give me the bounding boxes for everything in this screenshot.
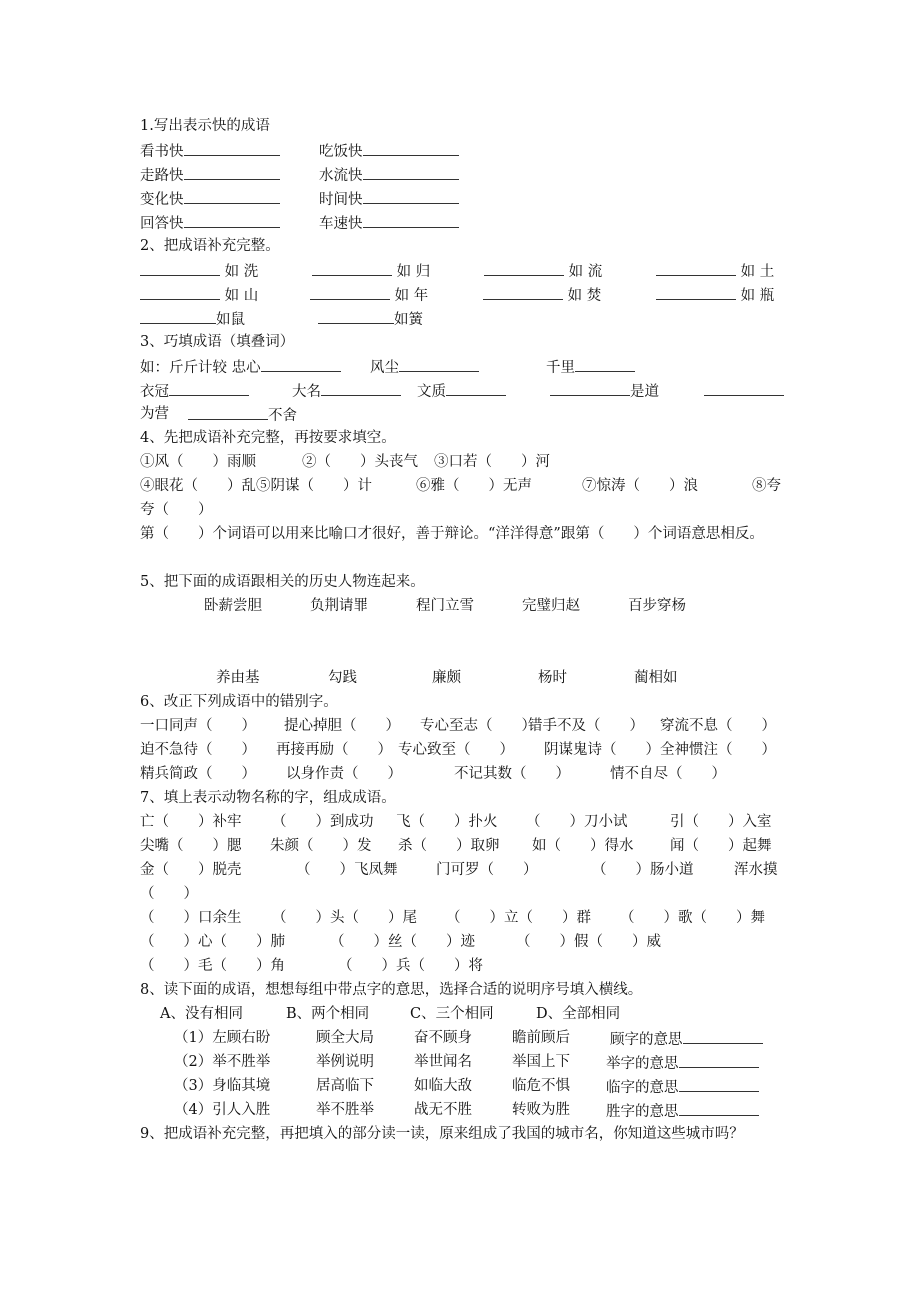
q1-row — [140, 162, 788, 186]
answer-blank[interactable] — [188, 402, 268, 420]
q7-row — [140, 930, 788, 954]
q2-item-label: 如 山 — [224, 288, 259, 304]
q2-item-label: 如 洗 — [224, 264, 259, 280]
q8-options — [140, 1002, 788, 1026]
q8-idiom: 瞻前顾后 — [512, 1030, 570, 1046]
q6-title: 6、改正下列成语中的错别字。 — [140, 694, 338, 710]
answer-blank[interactable] — [679, 1050, 759, 1068]
q5-people-row — [140, 666, 788, 690]
q7-item: （ ）刀小试 — [526, 814, 628, 830]
q8-group — [140, 1074, 788, 1098]
q1-row — [140, 186, 788, 210]
q4-item: ⑧夸 — [752, 478, 781, 494]
q7-item: （ ）歌（ ）舞 — [620, 910, 765, 926]
q4-item: ③口若（ ）河 — [434, 454, 550, 470]
q7-item: 门可罗（ ） — [436, 862, 538, 878]
q7-item: 如（ ）得水 — [532, 838, 634, 854]
q6-item: 以身作责（ ） — [286, 766, 402, 782]
q6-item: 提心掉胆（ ） — [284, 718, 400, 734]
q9-title: 9、把成语补充完整，再把填入的部分读一读，原来组成了我国的城市名，你知道这些城市吗？ — [140, 1126, 744, 1142]
q3-row — [140, 354, 788, 378]
answer-blank[interactable] — [184, 138, 280, 156]
q3-item-label: 忠心 — [231, 360, 261, 376]
q3-row — [140, 402, 788, 426]
q7-row: （ ） — [140, 886, 198, 902]
q3-item-label: 是道 — [630, 384, 659, 400]
q8-group-number: （1） — [174, 1030, 213, 1046]
q5-idiom[interactable]: 负荆请罪 — [310, 598, 368, 614]
q2-item-label: 如 年 — [394, 288, 429, 304]
answer-blank[interactable] — [575, 354, 635, 372]
q8-idiom: 顾全大局 — [316, 1030, 374, 1046]
q8-idiom: 举不胜举 — [316, 1102, 374, 1118]
q2-item-label: 如 焚 — [567, 288, 602, 304]
q6-item: 一口同声（ ） — [140, 718, 256, 734]
q8-group-number: （3） — [174, 1078, 213, 1094]
q8-idiom: 居高临下 — [316, 1078, 374, 1094]
q3-example: 如：斤斤计较 — [140, 360, 227, 376]
q6-item: 精兵简政（ ） — [140, 766, 256, 782]
q7-item: （ ）假（ ）威 — [516, 934, 661, 950]
q6-item: 全神惯注（ ） — [660, 742, 776, 758]
q8-idiom: 引人入胜 — [212, 1102, 271, 1118]
q1-item-label: 时间快 — [319, 192, 363, 208]
q1-item-label: 变化快 — [140, 192, 184, 208]
q8-option: C、三个相同 — [410, 1006, 494, 1022]
q4-question: 第（ ）个词语可以用来比喻口才很好，善于辩论。“洋洋得意”跟第（ ）个词语意思相反。 — [140, 526, 764, 542]
q7-item: 浑水摸 — [734, 862, 778, 878]
q8-group-number: （4） — [174, 1102, 213, 1118]
answer-blank[interactable] — [184, 186, 280, 204]
q1-row — [140, 138, 788, 162]
q8-idiom: 战无不胜 — [414, 1102, 472, 1118]
q7-item: （ ）头（ ）尾 — [272, 910, 417, 926]
q4-item: ②（ ）头丧气 — [302, 454, 418, 470]
q4-item: ⑦惊涛（ ）浪 — [582, 478, 698, 494]
q7-item: 朱颜（ ）发 — [270, 838, 372, 854]
q7-item: （ ）兵（ ）将 — [338, 958, 483, 974]
q2-title: 2、把成语补充完整。 — [140, 238, 280, 254]
q6-row — [140, 714, 788, 738]
q1-title: 1.写出表示快的成语 — [140, 118, 270, 134]
q8-idiom: 转败为胜 — [512, 1102, 570, 1118]
q7-row — [140, 810, 788, 834]
q4-item: ⑥雅（ ）无声 — [416, 478, 532, 494]
worksheet-page — [140, 114, 788, 1170]
answer-blank[interactable] — [184, 162, 280, 180]
answer-blank[interactable] — [321, 378, 401, 396]
q8-idiom: 如临大敌 — [414, 1078, 472, 1094]
q8-group-number: （2） — [174, 1054, 213, 1070]
q5-idiom[interactable]: 百步穿杨 — [628, 598, 686, 614]
q7-item: 尖嘴（ ）腮 — [140, 838, 242, 854]
answer-blank[interactable] — [550, 378, 630, 396]
q6-item: 情不自尽（ ） — [610, 766, 726, 782]
answer-blank[interactable] — [683, 1026, 763, 1044]
q1-row — [140, 210, 788, 234]
q8-prompt: 举字的意思 — [606, 1056, 679, 1072]
q3-item-label: 不舍 — [268, 408, 297, 424]
q7-item: 闻（ ）起舞 — [670, 838, 772, 854]
q1-item-label: 走路快 — [140, 168, 184, 184]
q8-prompt: 胜字的意思 — [606, 1104, 679, 1120]
answer-blank[interactable] — [656, 258, 736, 276]
q4-row — [140, 450, 788, 474]
q8-prompt: 顾字的意思 — [610, 1032, 683, 1048]
q8-group — [140, 1026, 788, 1050]
q7-item: 金（ ）脱壳 — [140, 862, 242, 878]
q1-item-label: 车速快 — [319, 216, 363, 232]
q8-idiom: 奋不顾身 — [414, 1030, 472, 1046]
answer-blank[interactable] — [484, 258, 564, 276]
answer-blank[interactable] — [446, 378, 506, 396]
answer-blank[interactable] — [656, 282, 736, 300]
q1-item-label: 水流快 — [319, 168, 363, 184]
q8-idiom: 左顾右盼 — [212, 1030, 271, 1046]
q2-row — [140, 282, 788, 306]
q7-item: （ ）到成功 — [272, 814, 374, 830]
q5-person[interactable]: 蔺相如 — [634, 670, 678, 686]
q4-item: ④眼花（ ）乱⑤阴谋（ ）计 — [140, 478, 372, 494]
q7-item: 引（ ）入室 — [670, 814, 772, 830]
answer-blank[interactable] — [140, 306, 216, 324]
q5-title: 5、把下面的成语跟相关的历史人物连起来。 — [140, 574, 425, 590]
q8-group — [140, 1050, 788, 1074]
q6-item: 再接再励（ ） — [276, 742, 392, 758]
q7-item: 亡（ ）补牢 — [140, 814, 242, 830]
q4-row — [140, 474, 788, 498]
q6-row — [140, 738, 788, 762]
q7-item: （ ）飞凤舞 — [296, 862, 398, 878]
q2-item-label: 如簧 — [394, 312, 423, 328]
q3-item-label: 风尘 — [370, 360, 399, 376]
q6-item: 专心致至（ ） — [398, 742, 514, 758]
q5-idioms-row — [140, 594, 788, 618]
q7-row — [140, 954, 788, 978]
q7-row — [140, 858, 788, 882]
answer-blank[interactable] — [140, 282, 220, 300]
q8-option: A、没有相同 — [160, 1006, 243, 1022]
answer-blank[interactable] — [318, 306, 394, 324]
q8-idiom: 身临其境 — [212, 1078, 271, 1094]
answer-blank[interactable] — [363, 186, 459, 204]
answer-blank[interactable] — [704, 378, 784, 396]
answer-blank[interactable] — [363, 138, 459, 156]
answer-blank[interactable] — [310, 282, 390, 300]
q8-option: B、两个相同 — [286, 1006, 370, 1022]
q8-idiom: 临危不惧 — [512, 1078, 570, 1094]
q3-title: 3、巧填成语（填叠词） — [140, 334, 295, 350]
q5-person[interactable]: 勾践 — [328, 670, 357, 686]
q2-item-label: 如鼠 — [216, 312, 245, 328]
q3-item-label: 为营 — [140, 406, 169, 422]
q2-item-label: 如 流 — [568, 264, 603, 280]
answer-blank[interactable] — [184, 210, 280, 228]
q8-group — [140, 1098, 788, 1122]
answer-blank[interactable] — [679, 1074, 759, 1092]
q4-title: 4、先把成语补充完整，再按要求填空。 — [140, 430, 396, 446]
answer-blank[interactable] — [483, 282, 563, 300]
q7-row — [140, 834, 788, 858]
q3-item-label: 千里 — [546, 360, 575, 376]
answer-blank[interactable] — [679, 1098, 759, 1116]
q7-item: （ ）丝（ ）迹 — [330, 934, 475, 950]
q5-idiom[interactable]: 完璧归赵 — [522, 598, 580, 614]
q6-item: 专心至志（ ） — [420, 718, 536, 734]
q7-item: （ ）立（ ）群 — [446, 910, 591, 926]
q4-row: 夸（ ） — [140, 502, 213, 518]
q6-row — [140, 762, 788, 786]
q2-row — [140, 258, 788, 282]
q2-item-label: 如 瓶 — [740, 288, 775, 304]
q5-connect-area — [140, 618, 788, 666]
q1-item-label: 回答快 — [140, 216, 184, 232]
q3-item-label: 文质 — [417, 384, 446, 400]
q7-item: （ ）口余生 — [140, 910, 242, 926]
q7-item: （ ）肠小道 — [592, 862, 694, 878]
answer-blank[interactable] — [363, 210, 459, 228]
answer-blank[interactable] — [140, 258, 220, 276]
q6-item: 阴谋鬼诗（ ） — [544, 742, 660, 758]
answer-blank[interactable] — [261, 354, 341, 372]
q7-title: 7、填上表示动物名称的字，组成成语。 — [140, 790, 396, 806]
q8-idiom: 举例说明 — [316, 1054, 374, 1070]
q5-person[interactable]: 廉颇 — [432, 670, 461, 686]
q2-item-label: 如 归 — [396, 264, 431, 280]
q1-item-label: 看书快 — [140, 144, 184, 160]
q3-item-label: 衣冠 — [140, 384, 169, 400]
q2-row — [140, 306, 788, 330]
q7-item: （ ）心（ ）肺 — [140, 934, 285, 950]
q7-item: （ ）毛（ ）角 — [140, 958, 285, 974]
q6-item: 错手不及（ ） — [528, 718, 644, 734]
q7-item: 杀（ ）取卵 — [398, 838, 500, 854]
q6-item: 迫不急待（ ） — [140, 742, 256, 758]
q2-item-label: 如 土 — [740, 264, 775, 280]
answer-blank[interactable] — [169, 378, 249, 396]
q8-option: D、全部相同 — [536, 1006, 621, 1022]
q7-row — [140, 906, 788, 930]
q3-row — [140, 378, 788, 402]
answer-blank[interactable] — [312, 258, 392, 276]
answer-blank[interactable] — [363, 162, 459, 180]
q1-item-label: 吃饭快 — [319, 144, 363, 160]
q6-item: 穿流不息（ ） — [660, 718, 776, 734]
q8-title: 8、读下面的成语，想想每组中带点字的意思，选择合适的说明序号填入横线。 — [140, 982, 643, 998]
q8-prompt: 临字的意思 — [606, 1080, 679, 1096]
q4-item: ①风（ ）雨顺 — [140, 454, 256, 470]
q8-idiom: 举国上下 — [512, 1054, 570, 1070]
q3-item-label: 大名 — [292, 384, 321, 400]
q8-idiom: 举世闻名 — [414, 1054, 472, 1070]
q7-item: 飞（ ）扑火 — [396, 814, 498, 830]
q6-item: 不记其数（ ） — [454, 766, 570, 782]
q8-idiom: 举不胜举 — [212, 1054, 271, 1070]
q5-idiom[interactable]: 程门立雪 — [416, 598, 474, 614]
q5-idiom[interactable]: 卧薪尝胆 — [204, 598, 262, 614]
q5-person[interactable]: 养由基 — [216, 670, 260, 686]
q5-person[interactable]: 杨时 — [538, 670, 567, 686]
answer-blank[interactable] — [399, 354, 479, 372]
